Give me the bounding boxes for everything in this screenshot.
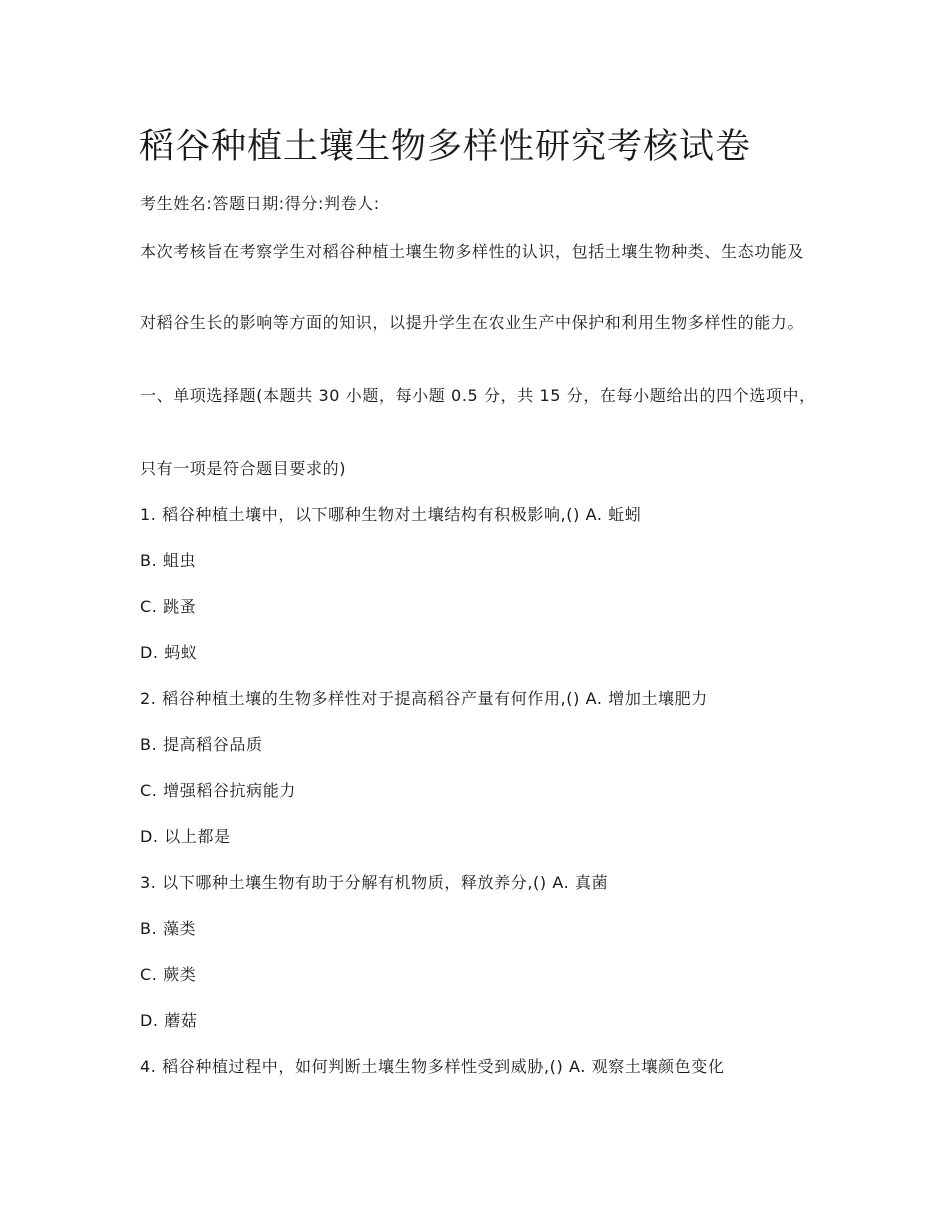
question-stem: 1. 稻谷种植土壤中，以下哪种生物对土壤结构有积极影响,() A. 蚯蚓	[140, 505, 642, 524]
question-stem: 2. 稻谷种植土壤的生物多样性对于提高稻谷产量有何作用,() A. 增加土壤肥力	[140, 689, 708, 708]
question-option: B. 提高稻谷品质	[140, 735, 263, 754]
page-title: 稻谷种植土壤生物多样性研究考核试卷	[139, 127, 752, 167]
question-option: B. 藻类	[140, 919, 197, 938]
question-option: C. 蕨类	[140, 965, 197, 984]
question-option: D. 蘑菇	[140, 1011, 198, 1030]
question-option: C. 增强稻谷抗病能力	[140, 781, 296, 800]
question-option: D. 蚂蚁	[140, 643, 198, 662]
section-heading: 一、单项选择题(本题共 30 小题，每小题 0.5 分，共 15 分，在每小题给出的四个选项中，	[140, 386, 816, 405]
question-stem: 4. 稻谷种植过程中，如何判断土壤生物多样性受到威胁,() A. 观察土壤颜色变化	[140, 1057, 725, 1076]
question-option: C. 跳蚤	[140, 597, 197, 616]
question-stem: 3. 以下哪种土壤生物有助于分解有机物质，释放养分,() A. 真菌	[140, 873, 609, 892]
section-note: 只有一项是符合题目要求的)	[140, 459, 347, 478]
intro-paragraph-1: 本次考核旨在考察学生对稻谷种植土壤生物多样性的认识，包括土壤生物种类、生态功能及	[140, 242, 805, 261]
question-option: B. 蛆虫	[140, 551, 197, 570]
question-option: D. 以上都是	[140, 827, 231, 846]
intro-paragraph-2: 对稻谷生长的影响等方面的知识，以提升学生在农业生产中保护和利用生物多样性的能力。	[140, 313, 805, 332]
header-fields: 考生姓名:答题日期:得分:判卷人:	[140, 194, 380, 213]
